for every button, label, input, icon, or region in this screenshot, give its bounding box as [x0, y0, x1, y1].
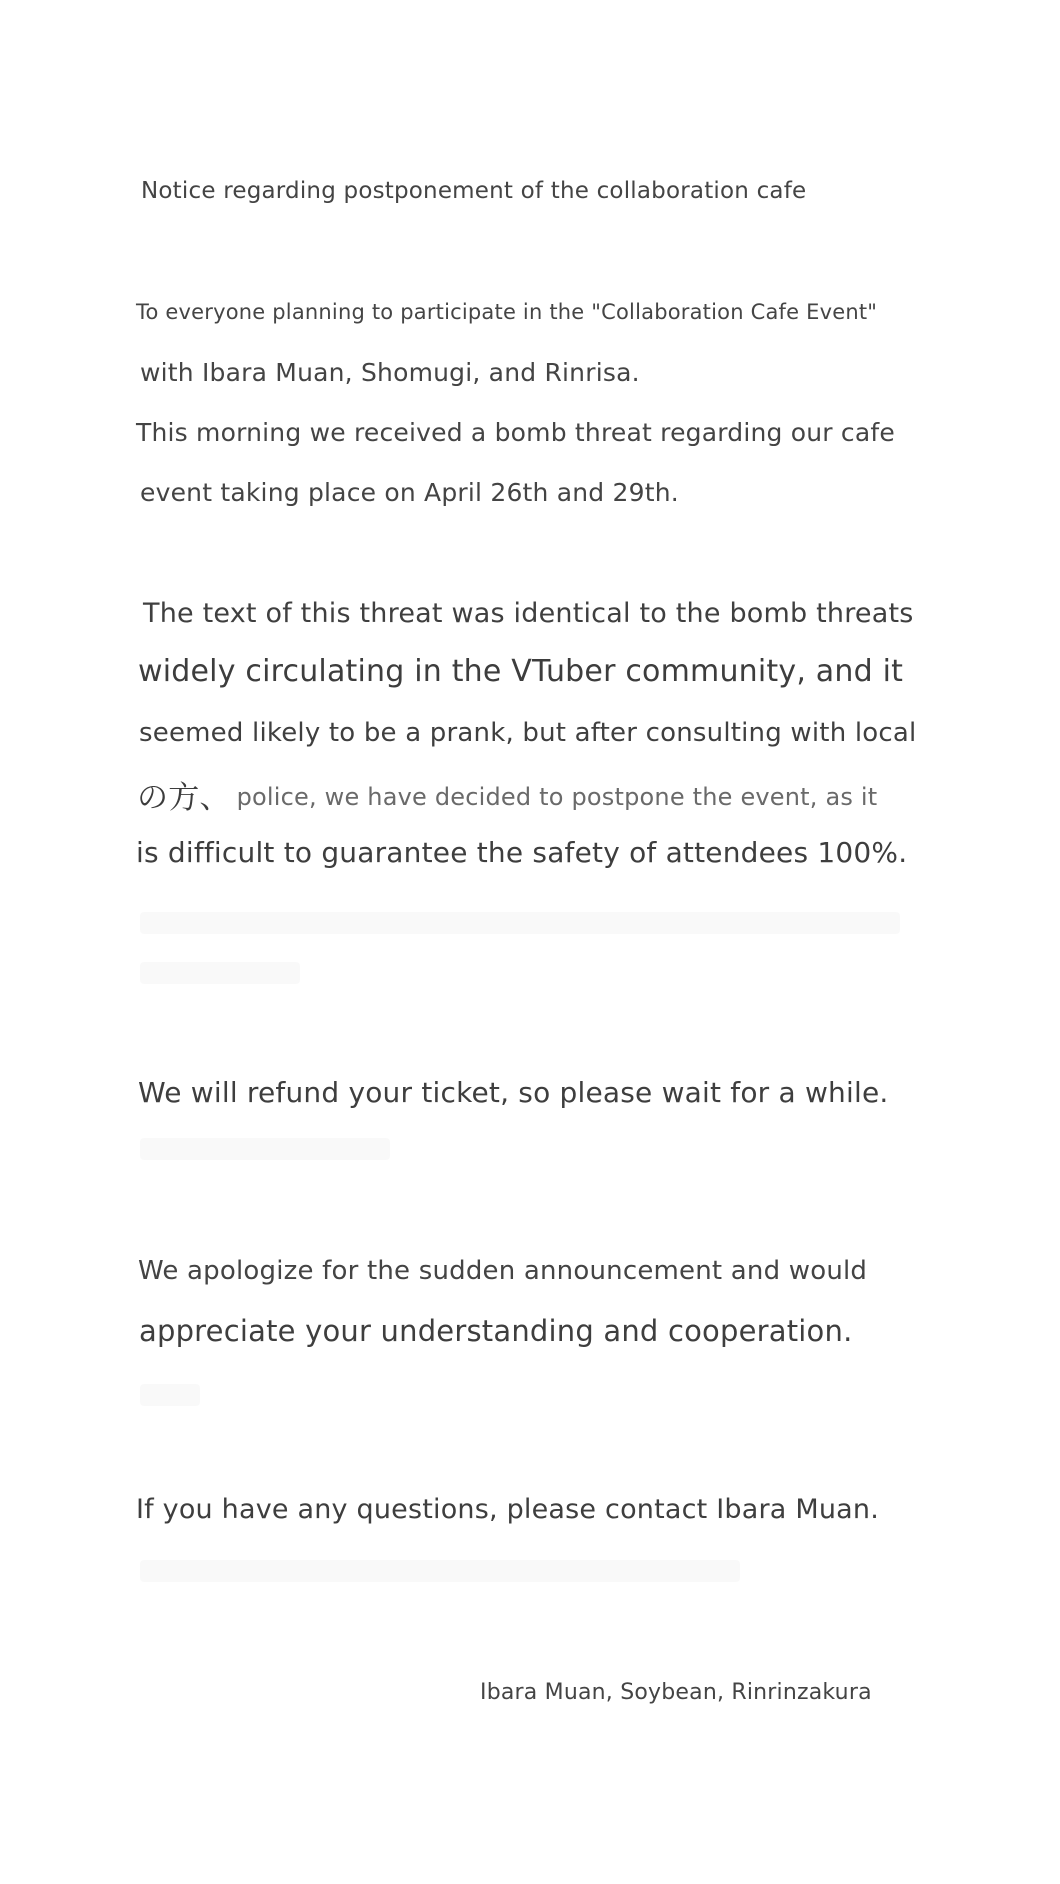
paragraph-2-line-4-english: police, we have decided to postpone the event, as it [236, 783, 878, 811]
paragraph-2-line-4-japanese: の方、 [137, 780, 231, 816]
faint-residue-1 [140, 912, 900, 934]
paragraph-2-line-1: The text of this threat was identical to the bomb threats [143, 598, 914, 629]
paragraph-2-line-5: is difficult to guarantee the safety of attendees 100%. [136, 836, 908, 869]
faint-residue-5 [140, 1560, 740, 1582]
apology-line-2: appreciate your understanding and cooperation. [139, 1314, 853, 1348]
contact-notice: If you have any questions, please contact Ibara Muan. [136, 1494, 879, 1525]
signature: Ibara Muan, Soybean, Rinrinzakura [480, 1680, 872, 1705]
paragraph-1-line-2: event taking place on April 26th and 29th. [140, 478, 679, 507]
faint-residue-3 [140, 1138, 390, 1160]
intro-line-1: To everyone planning to participate in the "Collaboration Cafe Event" [136, 300, 878, 324]
refund-notice: We will refund your ticket, so please wait for a while. [138, 1076, 889, 1109]
paragraph-2-line-3: seemed likely to be a prank, but after consulting with local [139, 718, 917, 748]
faint-residue-2 [140, 962, 300, 984]
paragraph-2-line-2: widely circulating in the VTuber community, and it [138, 654, 904, 689]
apology-line-1: We apologize for the sudden announcement and would [138, 1256, 868, 1286]
paragraph-1-line-1: This morning we received a bomb threat regarding our cafe [136, 418, 895, 447]
paragraph-2-line-4 [137, 772, 877, 817]
notice-title: Notice regarding postponement of the collaboration cafe [141, 178, 807, 204]
faint-residue-4 [140, 1384, 200, 1406]
intro-line-2: with Ibara Muan, Shomugi, and Rinrisa. [140, 358, 640, 387]
